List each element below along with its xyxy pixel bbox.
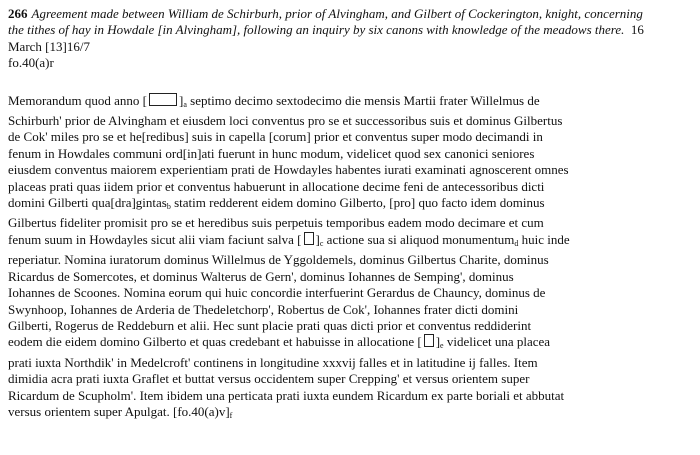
text-line-13: Swynhoop, Iohannes de Arderia de Thedeletchorp', Robertus de Cok', Iohannes frater dicti domini <box>8 301 519 317</box>
entry-title-line-2: the tithes of hay in Howdale [in Alvingham], following an inquiry by six canons with knowledge of the meadows there. <box>8 22 625 38</box>
text-segment: ] <box>315 231 320 247</box>
entry-title-line-1: Agreement made between William de Schirburh, prior of Alvingham, and Gilbert of Cockerington, knight, concerning <box>31 6 643 21</box>
text-segment: ] <box>179 92 184 108</box>
folio-reference: fo.40(a)r <box>8 55 54 71</box>
latin-text <box>8 93 688 425</box>
text-segment: statim redderent eidem domino Gilberto, [pro] quo facto idem dominus <box>170 195 545 211</box>
text-segment: eodem die eidem domino Gilberto et quas credebant et habuisse in allocatione [ <box>8 334 422 350</box>
text-segment: videlicet una placea <box>443 334 551 350</box>
text-line-2: Schirburh' prior de Alvingham et eiusdem loci conventus pro se et successoribus suis et dominus Gilbertus <box>8 113 563 129</box>
text-segment: fenum suum in Howdayles sicut alii viam faciunt salva [ <box>8 231 302 247</box>
blank-box <box>149 93 177 106</box>
blank-box <box>304 232 314 245</box>
text-line-16: prati iuxta Northdik' in Medelcroft' continens in longitudine xxxvij falles et in latitudine ij falles. Item <box>8 354 538 370</box>
text-line-4: fenum in Howdales communi ord[in]ati fuerunt in hunc modum, videlicet quod sex canonici seniores <box>8 145 535 161</box>
text-line-3: de Cok' miles pro se et he[redibus] suis in capella [corum] prior et conventus super modo decimandi in <box>8 129 543 145</box>
text-line-14: Gilberti, Rogerus de Reddeburn et alii. Hec sunt placie prati quas dicti prior et conventus reddiderint <box>8 317 532 333</box>
text-line-10: reperiatur. Nomina iuratorum dominus Willelmus de Yggoldemels, dominus Gilbertus Charite, dominus <box>8 252 549 268</box>
heading-line-2 <box>8 22 688 38</box>
text-line-17: dimidia acra prati iuxta Graflet et buttat versus occidentem super Crepping' et versus orientem super <box>8 371 530 387</box>
text-segment: versus orientem super Apulgat. [fo.40(a)v] <box>8 403 230 419</box>
text-line-18: Ricardum de Scupholm'. Item ibidem una perticata prati iuxta eundem Ricardum ex parte boriali et abbutat <box>8 387 565 403</box>
entry-date-rest: March [13]16/7 <box>8 38 90 54</box>
text-segment: actione sua si aliquod monumentum <box>323 231 515 247</box>
text-line-19 <box>8 404 688 424</box>
document-page <box>8 6 688 424</box>
footnote-marker: e <box>440 341 444 351</box>
entry-heading <box>8 6 688 72</box>
text-line-8: Gilbertus fideliter promisit pro se et heredibus suis perpetuis temporibus eadem modo decimare et cum <box>8 215 544 231</box>
footnote-marker: d <box>514 238 519 248</box>
text-line-9 <box>8 232 688 252</box>
text-segment: ] <box>435 334 441 350</box>
text-line-15 <box>8 334 688 354</box>
text-segment: septimo decimo sextodecimo die mensis Martii frater Willelmus de <box>186 92 540 108</box>
footnote-marker: c <box>319 238 324 248</box>
text-line-5: eiusdem conventus maiorem experientiam prati de Howdayles habentes iurati examinati agnoscerent omnes <box>8 162 569 178</box>
text-line-1 <box>8 93 688 113</box>
text-line-11: Ricardus de Somercotes, et dominus Walterus de Gern', dominus Iohannes de Semping', dominus <box>8 268 514 284</box>
footnote-marker: b <box>166 202 171 212</box>
heading-line-1 <box>8 6 688 22</box>
blank-box <box>424 334 434 347</box>
text-segment: Memorandum quod anno [ <box>8 92 148 108</box>
entry-number: 266 <box>8 6 28 21</box>
text-line-12: Iohannes de Scoones. Nomina eorum qui huic concordie interfuerint Gerardus de Chauncy, dominus de <box>8 285 546 301</box>
text-line-7 <box>8 195 688 215</box>
text-line-6: placeas prati quas iidem prior et conventus habuerunt in allocatione decime feni de antecessoribus dicti <box>8 178 545 194</box>
footnote-marker: a <box>183 99 187 109</box>
text-segment: domini Gilberti qua[dra]gintas <box>8 195 167 211</box>
entry-date-day: 16 <box>630 22 644 38</box>
text-segment: huic inde <box>518 231 570 247</box>
footnote-marker: f <box>229 410 233 420</box>
